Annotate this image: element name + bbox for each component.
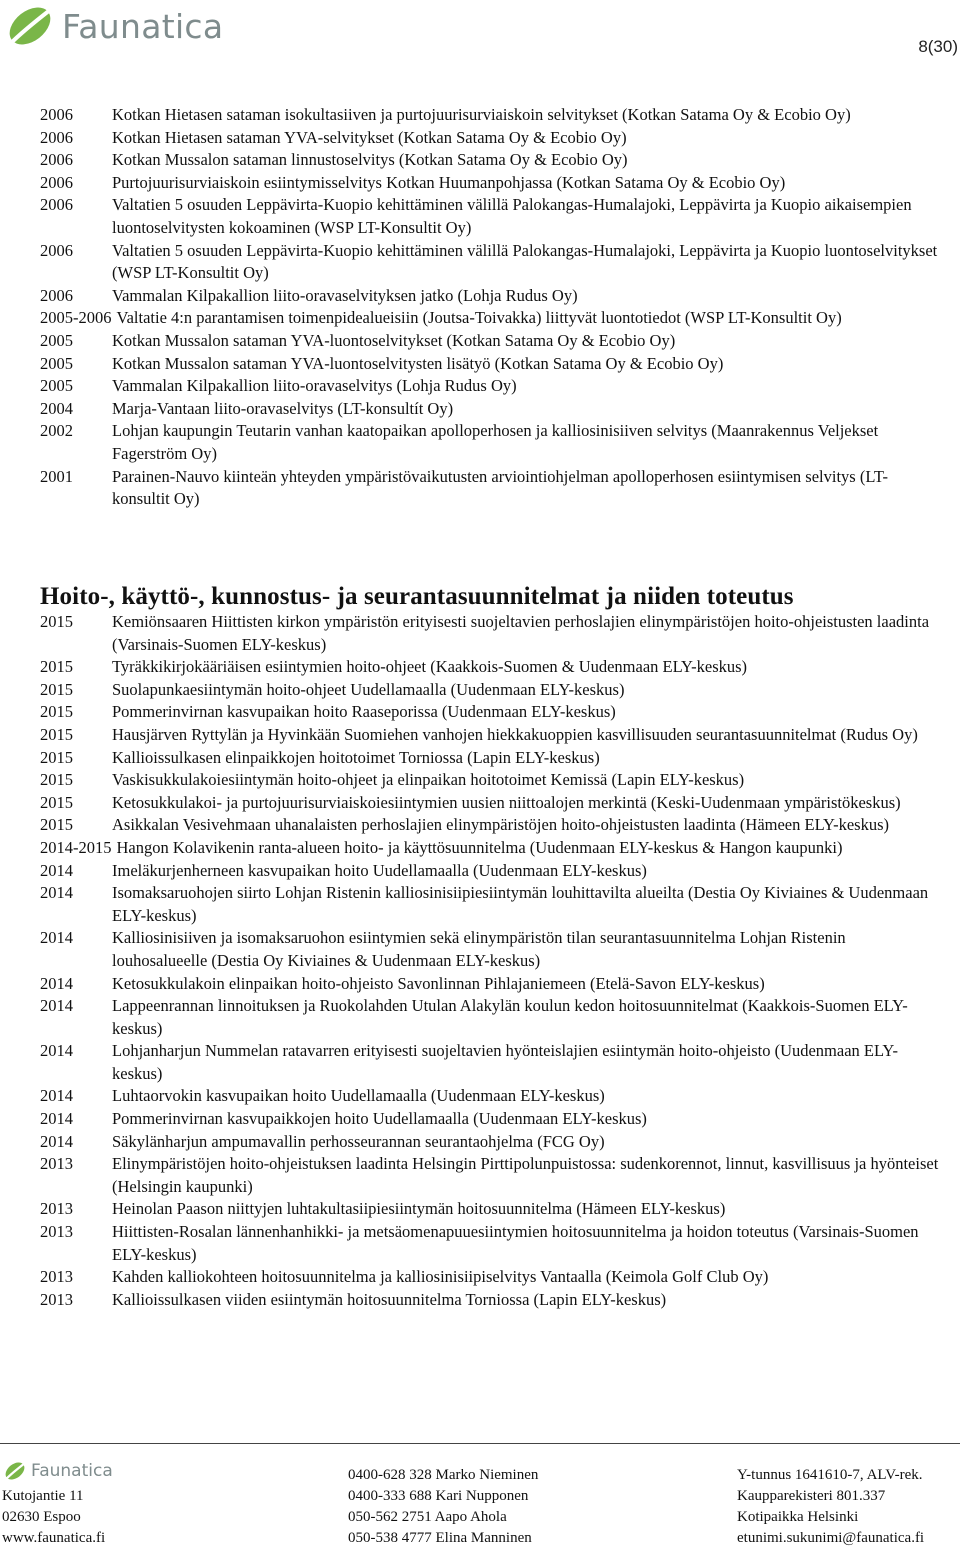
entry-year: 2014 — [40, 973, 73, 993]
entry-text: Kotkan Mussalon sataman YVA-luontoselvitykset (Kotkan Satama Oy & Ecobio Oy) — [112, 330, 676, 350]
list-item — [40, 701, 940, 724]
entry-text: Kotkan Mussalon sataman YVA-luontoselvitysten lisätyö (Kotkan Satama Oy & Ecobio Oy) — [112, 353, 724, 373]
entry-year: 2013 — [40, 1222, 73, 1242]
entry-text: Parainen-Nauvo kiinteän yhteyden ympäristövaikutusten arviointiohjelman apolloperhosen esiintymisen selvitys (LT-konsultit Oy) — [112, 466, 888, 509]
list-item — [40, 1221, 940, 1266]
entry-text: Luhtaorvokin kasvupaikan hoito Uudellamaalla (Uudenmaan ELY-keskus) — [112, 1086, 605, 1106]
entry-text: Kahden kalliokohteen hoitosuunnitelma ja kalliosinisiipiselvitys Vantaalla (Keimola Golf Club Oy) — [112, 1267, 769, 1287]
entry-text: Kalliosinisiiven ja isomaksaruohon esiintymien sekä elinympäristön tilan seurantasuunnitelma Lohjan Ristenin louhosalueelle (Destia Oy Kiviaines & Uudenmaan ELY-keskus) — [112, 928, 846, 970]
footer-company — [737, 1465, 924, 1549]
list-item — [40, 194, 940, 239]
entry-year: 2015 — [40, 770, 73, 790]
address-street: Kutojantie 11 — [2, 1488, 84, 1504]
trade-register: Kaupparekisteri 801.337 — [737, 1488, 886, 1504]
contact-line: 050-538 4777 Elina Manninen — [348, 1530, 532, 1546]
entry-text: Elinympäristöjen hoito-ohjeistuksen laadinta Helsingin Pirttipolunpuistossa: sudenkorennot, linnut, kasvillisuus ja hyönteiset (Helsingin kaupunki) — [112, 1154, 939, 1196]
list-item — [40, 724, 940, 747]
entry-text: Pommerinvirnan kasvupaikkojen hoito Uudellamaalla (Uudenmaan ELY-keskus) — [112, 1109, 647, 1129]
entry-text: Ketosukkulakoin elinpaikan hoito-ohjeisto Savonlinnan Pihlajaniemeen (Etelä-Savon ELY-keskus) — [112, 973, 765, 993]
footer-logo-text: Faunatica — [31, 1461, 113, 1481]
entry-text: Ketosukkulakoi- ja purtojuurisurviaiskoiesiintymien uusien niittoalojen merkintä (Keski-Uudenmaan ympäristökeskus) — [112, 792, 901, 812]
list-item — [40, 285, 940, 308]
list-item — [40, 679, 940, 702]
address-city: 02630 Espoo — [2, 1509, 81, 1525]
entry-year: 2014 — [40, 883, 73, 903]
footer-address — [2, 1486, 105, 1549]
list-item — [40, 375, 940, 398]
entry-year: 2001 — [40, 466, 73, 486]
entry-text: Valtatien 5 osuuden Leppävirta-Kuopio kehittäminen välillä Palokangas-Humalajoki, Leppävirta ja Kuopio luontoselvitykset (WSP LT-Konsultit Oy) — [112, 240, 938, 283]
list-item — [40, 420, 940, 465]
list-item — [40, 747, 940, 770]
list-item — [40, 1040, 940, 1085]
entry-year: 2014 — [40, 996, 73, 1016]
entry-text: Kotkan Hietasen sataman isokultasiiven ja purtojuurisurviaiskoin selvitykset (Kotkan Satama Oy & Ecobio Oy) — [112, 105, 851, 124]
list-item — [40, 792, 940, 815]
entry-year: 2014 — [40, 1131, 73, 1151]
entry-year: 2015 — [40, 679, 73, 699]
entry-text: Valtatie 4:n parantamisen toimenpidealueisiin (Joutsa-Toivakka) liittyvät luontotiedot (WSP LT-Konsultit Oy) — [116, 308, 842, 328]
leaf-icon — [3, 1460, 27, 1482]
list-item — [40, 172, 940, 195]
entry-text: Pommerinvirnan kasvupaikan hoito Raaseporissa (Uudenmaan ELY-keskus) — [112, 702, 616, 722]
list-item — [40, 1108, 940, 1131]
domicile: Kotipaikka Helsinki — [737, 1509, 859, 1525]
list-item — [40, 814, 940, 837]
list-item — [40, 1198, 940, 1221]
list-item — [40, 330, 940, 353]
footer-logo — [3, 1459, 113, 1483]
entry-text: Suolapunkaesiintymän hoito-ohjeet Uudellamaalla (Uudenmaan ELY-keskus) — [112, 679, 625, 699]
list-item — [40, 1289, 940, 1312]
entry-text: Lohjanharjun Nummelan ratavarren erityisesti suojeltavien hyönteislajien esiintymän hoito-ohjeisto (Uudenmaan ELY-keskus) — [112, 1041, 899, 1083]
list-item — [40, 1153, 940, 1198]
list-item — [40, 611, 940, 656]
footer-divider — [0, 1443, 960, 1444]
entry-year: 2013 — [40, 1154, 73, 1174]
email-link[interactable]: etunimi.sukunimi@faunatica.fi — [737, 1530, 925, 1546]
entry-text: Kallioissulkasen elinpaikkojen hoitotoimet Torniossa (Lapin ELY-keskus) — [112, 747, 600, 767]
entry-year: 2015 — [40, 657, 73, 677]
entry-text: Kotkan Hietasen sataman YVA-selvitykset (Kotkan Satama Oy & Ecobio Oy) — [112, 127, 627, 147]
entry-year: 2006 — [40, 240, 73, 260]
entry-year: 2014 — [40, 1041, 73, 1061]
entry-year: 2014 — [40, 928, 73, 948]
list-item — [40, 127, 940, 150]
section-heading: Hoito-, käyttö-, kunnostus- ja seurantasuunnitelmat ja niiden toteutus — [40, 583, 794, 610]
list-item — [40, 466, 940, 511]
entry-text: Valtatien 5 osuuden Leppävirta-Kuopio kehittäminen välillä Palokangas-Humalajoki, Leppävirta ja Kuopio aikaisempien luontoselvitysten kokoaminen (WSP LT-Konsultit Oy) — [112, 195, 912, 237]
entry-year: 2006 — [40, 105, 73, 124]
contact-line: 0400-628 328 Marko Nieminen — [348, 1467, 539, 1483]
contact-line: 0400-333 688 Kari Nupponen — [348, 1488, 529, 1504]
entry-year: 2015 — [40, 815, 73, 835]
page-number: 8(30) — [918, 37, 958, 56]
list-item — [40, 882, 940, 927]
entry-year: 2015 — [40, 747, 73, 767]
website-link[interactable]: www.faunatica.fi — [2, 1530, 106, 1546]
faunatica-logo — [4, 4, 223, 48]
entry-year: 2015 — [40, 792, 73, 812]
list-item — [40, 973, 940, 996]
entry-year: 2013 — [40, 1267, 73, 1287]
entry-text: Lohjan kaupungin Teutarin vanhan kaatopaikan apolloperhosen ja kalliosinisiiven selvitys (Maanrakennus Veljekset Fagerström Oy) — [112, 421, 879, 463]
entry-text: Kotkan Mussalon sataman linnustoselvitys (Kotkan Satama Oy & Ecobio Oy) — [112, 150, 628, 170]
entry-text: Kemiönsaaren Hiittisten kirkon ympäristön erityisesti suojeltavien perhoslajien elinympäristöjen hoito-ohjeistusten laadinta (Varsinais-Suomen ELY-keskus) — [112, 612, 930, 654]
studies-list — [40, 104, 940, 511]
entry-text: Vammalan Kilpakallion liito-oravaselvitys (Lohja Rudus Oy) — [112, 376, 517, 396]
business-id: Y-tunnus 1641610-7, ALV-rek. — [737, 1467, 923, 1483]
entry-year: 2014 — [40, 860, 73, 880]
entry-text: Lappeenrannan linnoituksen ja Ruokolahden Utulan Alakylän koulun kedon hoitosuunnitelmat (Kaakkois-Suomen ELY-keskus) — [112, 996, 908, 1038]
entry-text: Kallioissulkasen viiden esiintymän hoitosuunnitelma Torniossa (Lapin ELY-keskus) — [112, 1289, 667, 1309]
list-item — [40, 1085, 940, 1108]
entry-text: Marja-Vantaan liito-oravaselvitys (LT-konsultít Oy) — [112, 398, 454, 418]
entry-year: 2004 — [40, 398, 73, 418]
management-plans-list — [40, 611, 940, 1311]
entry-text: Isomaksaruohojen siirto Lohjan Ristenin kalliosinisiipiesiintymän louhittavilta alueilta (Destia Oy Kiviaines & Uudenmaan ELY-keskus) — [112, 883, 929, 925]
entry-text: Hangon Kolavikenin ranta-alueen hoito- ja käyttösuunnitelma (Uudenmaan ELY-keskus & Hangon kaupunki) — [116, 837, 843, 857]
entry-year: 2014 — [40, 1086, 73, 1106]
list-item — [40, 995, 940, 1040]
entry-year: 2013 — [40, 1199, 73, 1219]
entry-year: 2005 — [40, 330, 73, 350]
list-item — [40, 1131, 940, 1154]
list-item — [40, 307, 940, 330]
entry-text: Asikkalan Vesivehmaan uhanalaisten perhoslajien elinympäristöjen hoito-ohjeistusten laadinta (Hämeen ELY-keskus) — [112, 815, 889, 835]
entry-year: 2005-2006 — [40, 308, 112, 328]
list-item — [40, 353, 940, 376]
list-item — [40, 656, 940, 679]
list-item — [40, 927, 940, 972]
entry-text: Tyräkkikirjokääriäisen esiintymien hoito-ohjeet (Kaakkois-Suomen & Uudenmaan ELY-keskus) — [112, 657, 748, 677]
entry-year: 2005 — [40, 353, 73, 373]
entry-text: Imeläkurjenherneen kasvupaikan hoito Uudellamaalla (Uudenmaan ELY-keskus) — [112, 860, 647, 880]
list-item — [40, 149, 940, 172]
list-item — [40, 837, 940, 860]
list-item — [40, 769, 940, 792]
list-item — [40, 240, 940, 285]
entry-text: Purtojuurisurviaiskoin esiintymisselvitys Kotkan Huumanpohjassa (Kotkan Satama Oy & Ecobio Oy) — [112, 172, 786, 192]
entry-year: 2006 — [40, 172, 73, 192]
contact-line: 050-562 2751 Aapo Ahola — [348, 1509, 507, 1525]
entry-year: 2015 — [40, 724, 73, 744]
entry-year: 2013 — [40, 1289, 73, 1309]
entry-text: Heinolan Paason niittyjen luhtakultasiipiesiintymän hoitosuunnitelma (Hämeen ELY-keskus) — [112, 1199, 726, 1219]
entry-text: Hausjärven Ryttylän ja Hyvinkään Suomiehen vanhojen hiekkakuoppien kasvillisuuden seurantasuunnitelmat (Rudus Oy) — [112, 724, 918, 744]
entry-year: 2015 — [40, 702, 73, 722]
entry-year: 2002 — [40, 421, 73, 441]
list-item — [40, 104, 940, 127]
list-item — [40, 860, 940, 883]
footer-contacts — [348, 1465, 538, 1549]
leaf-icon — [4, 4, 56, 48]
entry-text: Säkylänharjun ampumavallin perhosseurannan seurantaohjelma (FCG Oy) — [112, 1131, 605, 1151]
list-item — [40, 1266, 940, 1289]
entry-year: 2006 — [40, 150, 73, 170]
entry-year: 2006 — [40, 127, 73, 147]
entry-year: 2006 — [40, 285, 73, 305]
entry-year: 2005 — [40, 376, 73, 396]
list-item — [40, 398, 940, 421]
entry-text: Vammalan Kilpakallion liito-oravaselvityksen jatko (Lohja Rudus Oy) — [112, 285, 578, 305]
entry-text: Hiittisten-Rosalan lännenhanhikki- ja metsäomenapuuesiintymien hoitosuunnitelma ja hoidon toteutus (Varsinais-Suomen ELY-keskus) — [112, 1222, 919, 1264]
logo-text: Faunatica — [62, 6, 224, 46]
entry-year: 2015 — [40, 612, 73, 631]
entry-year: 2006 — [40, 195, 73, 215]
entry-text: Vaskisukkulakoiesiintymän hoito-ohjeet ja elinpaikan hoitotoimet Kemissä (Lapin ELY-keskus) — [112, 770, 745, 790]
entry-year: 2014-2015 — [40, 837, 112, 857]
entry-year: 2014 — [40, 1109, 73, 1129]
